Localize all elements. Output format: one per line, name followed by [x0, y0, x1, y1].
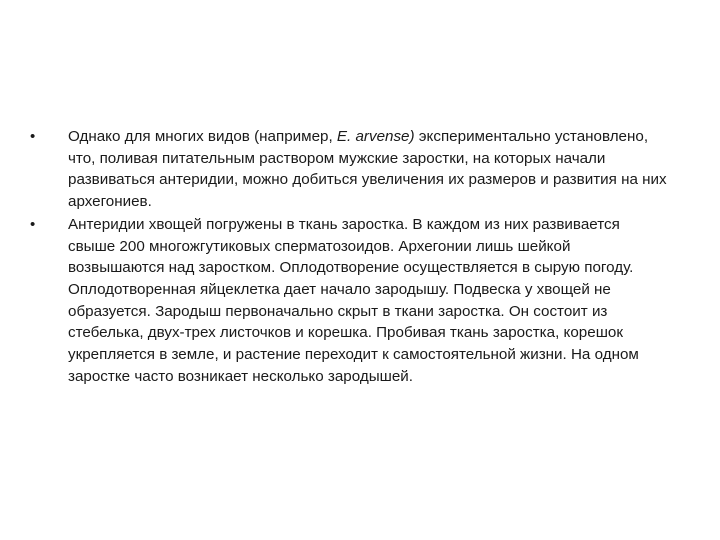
bullet-icon: •: [30, 215, 36, 233]
bullet-text: [68, 126, 668, 213]
bullet-text-part: Однако для многих видов (например,: [68, 128, 337, 145]
bullet-text: Антеридии хвощей погружены в ткань заростка. В каждом из них развивается свыше 200 многожгутиковых сперматозоидов. Архегонии лишь шейкой возвышаются над заростком. Оплодотворение осуществляется в сырую погоду. Оплодотворенная яйцеклетка дает начало зародышу. Подвеска у хвощей не образуется. Зародыш первоначально скрыт в ткани заростка. Он состоит из стебелька, двух-трех листочков и корешка. Пробивая ткань заростка, корешок укрепляется в земле, и растение переходит к самостоятельной жизни. На одном заростке часто возникает несколько зародышей.: [68, 215, 639, 385]
bullet-icon: •: [30, 128, 36, 145]
bullet-list: [30, 126, 702, 388]
bullet-text-part: экспериментально установлено, что, поливая питательным раствором мужские заростки, на которых начали развиваться антеридии, можно добиться увеличения их размеров и развития на них архегониев.: [68, 128, 667, 211]
list-item: [30, 126, 702, 213]
species-name: E. arvense): [336, 128, 415, 145]
list-item: [30, 214, 702, 388]
